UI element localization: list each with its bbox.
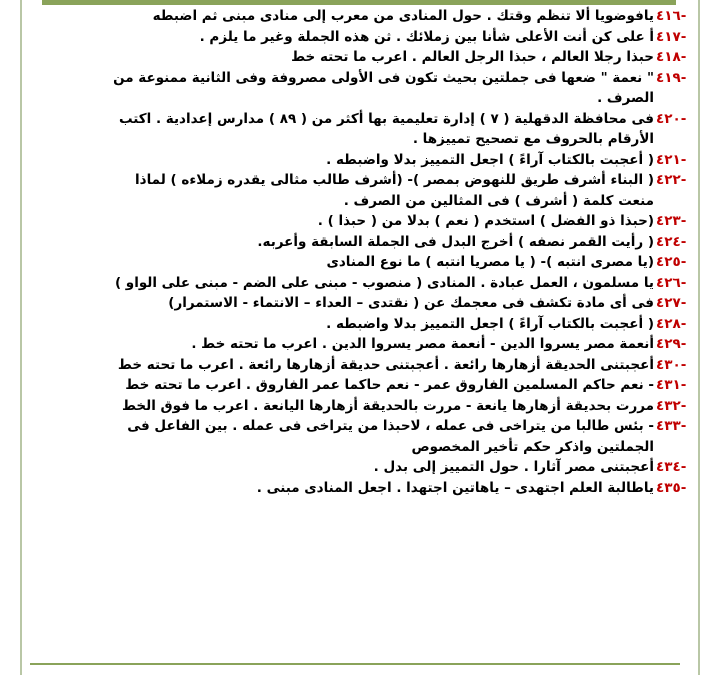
top-border-bar	[42, 0, 676, 5]
exercise-item	[28, 211, 687, 232]
exercise-text: يافوضويا ألا تنظم وقتك . حول المنادى من معرب إلى منادى مبنى ثم اضبطه	[152, 8, 654, 24]
exercise-item	[28, 457, 687, 478]
exercise-text: أ على كن أنت الأعلى شأنا بين زملائك . ثن هذه الجملة وغير ما يلزم .	[199, 28, 654, 45]
exercise-text: - نعم حاكم المسلمين الفاروق عمر - نعم حاكما عمر الفاروق . اعرب ما تحته خط	[125, 377, 654, 393]
exercise-number: ٤١٧-	[656, 28, 687, 45]
exercise-number: ٤١٩-	[656, 69, 687, 86]
exercise-item	[28, 150, 687, 171]
exercise-item	[28, 170, 687, 191]
bottom-border	[30, 663, 680, 665]
exercise-item	[28, 109, 687, 130]
exercise-number: ٤٢١-	[656, 151, 687, 168]
exercise-text: (حبذا ذو الفضل ) استخدم ( نعم ) بدلا من ( حبذا ) .	[317, 213, 654, 229]
exercise-number: ٤٢٠-	[656, 110, 687, 127]
exercise-item	[28, 334, 687, 355]
exercise-text: يا مسلمون ، العمل عبادة . المنادى ( منصوب - مبنى على الضم - مبنى على الواو )	[114, 274, 654, 291]
exercise-text: مررت بحديقة أزهارها يانعة - مررت بالحديقة أزهارها اليانعة . اعرب ما فوق الخط	[121, 397, 654, 414]
exercise-text: أعجبتنى الحديقة أزهارها رائعة . أعجبتنى حديقة أزهارها رائعة . اعرب ما تحته خط	[117, 356, 654, 373]
exercise-number: ٤٢٥-	[656, 254, 687, 270]
left-border	[20, 0, 22, 675]
exercise-number: ٤٢٧-	[656, 295, 687, 311]
exercise-text: " نعمة " ضعها فى جملتين بحيث تكون فى الأولى مصروفة وفى الثانية ممنوعة من	[113, 69, 654, 86]
exercise-item	[28, 416, 687, 437]
exercise-number: ٤٣٤-	[656, 459, 687, 475]
exercise-number: ٤٣٠-	[656, 356, 687, 373]
exercise-text: فى محافظة الدقهلية ( ٧ ) إدارة تعليمية بها أكثر من ( ٨٩ ) مدارس إعدادية . اكتب	[118, 110, 654, 127]
exercise-item-continuation	[28, 437, 654, 458]
exercise-item	[28, 478, 687, 499]
exercise-item	[28, 6, 687, 27]
exercise-text: الأرقام بالحروف مع تصحيح تمييزها .	[412, 131, 654, 147]
exercise-item-continuation	[28, 129, 654, 150]
exercise-text: فى أى مادة تكشف فى معجمك عن ( نقتدى – العداء – الانتماء - الاستمرار)	[168, 295, 654, 311]
exercise-item-continuation	[28, 191, 654, 212]
exercise-item	[28, 375, 687, 396]
exercise-item	[28, 355, 687, 376]
exercise-text: حبذا رجلا العالم ، حبذا الرجل العالم . اعرب ما تحته خط	[291, 49, 654, 65]
exercise-number: ٤٢٨-	[656, 315, 687, 332]
exercise-item	[28, 27, 687, 48]
exercise-number: ٤١٦-	[656, 8, 687, 24]
exercise-item	[28, 68, 687, 89]
exercise-item	[28, 314, 687, 335]
exercise-number: ٤٢٦-	[656, 274, 687, 291]
exercise-item-continuation	[28, 88, 654, 109]
exercise-list	[28, 6, 687, 646]
exercise-text: أعجبتنى مصر آثارا . حول التمييز إلى بدل .	[373, 459, 654, 475]
exercise-item	[28, 273, 687, 294]
exercise-number: ٤٢٤-	[656, 233, 687, 250]
exercise-item	[28, 47, 687, 68]
right-border	[698, 0, 700, 675]
exercise-text: (يا مصرى انتبه )- ( يا مصريا انتبه ) ما نوع المنادى	[326, 254, 654, 270]
exercise-text: الجملتين واذكر حكم تأخير المخصوص	[411, 438, 654, 455]
exercise-text: ( أعجبت بالكتاب آراءً ) اجعل التمييز بدلا واضبطه .	[326, 315, 654, 332]
exercise-text: ( البناء أشرف طريق للنهوض بمصر )- (أشرف طالب مثالى يقدره زملاءه ) لماذا	[135, 172, 654, 188]
exercise-text: ( رأيت القمر نصفه ) أخرج البدل فى الجملة السابقة وأعربه.	[257, 233, 654, 250]
exercise-item	[28, 252, 687, 273]
exercise-text: الصرف .	[597, 90, 654, 106]
exercise-item	[28, 293, 687, 314]
exercise-item	[28, 396, 687, 417]
exercise-number: ٤١٨-	[656, 49, 687, 65]
exercise-number: ٤٣٢-	[656, 397, 687, 414]
exercise-text: منعت كلمة ( أشرف ) فى المثالين من الصرف .	[343, 192, 654, 209]
exercise-number: ٤٢٣-	[656, 213, 687, 229]
exercise-number: ٤٢٩-	[656, 336, 687, 352]
exercise-number: ٤٣٥-	[656, 479, 687, 496]
exercise-text: - بئس طالبا من يتراخى فى عمله ، لاحبذا من يتراخى فى عمله . بين الفاعل فى	[127, 418, 654, 434]
exercise-number: ٤٢٢-	[656, 172, 687, 188]
exercise-text: ( أعجبت بالكتاب آراءً ) اجعل التمييز بدلا واضبطه .	[326, 151, 654, 168]
exercise-number: ٤٣٣-	[656, 418, 687, 434]
exercise-item	[28, 232, 687, 253]
exercise-text: ياطالبة العلم اجتهدى – ياهاتين اجتهدا . اجعل المنادى مبنى .	[256, 479, 654, 496]
exercise-number: ٤٣١-	[656, 377, 687, 393]
exercise-text: أنعمة مصر يسروا الدين - أنعمة مصر يسروا الدين . اعرب ما تحته خط .	[191, 336, 654, 352]
